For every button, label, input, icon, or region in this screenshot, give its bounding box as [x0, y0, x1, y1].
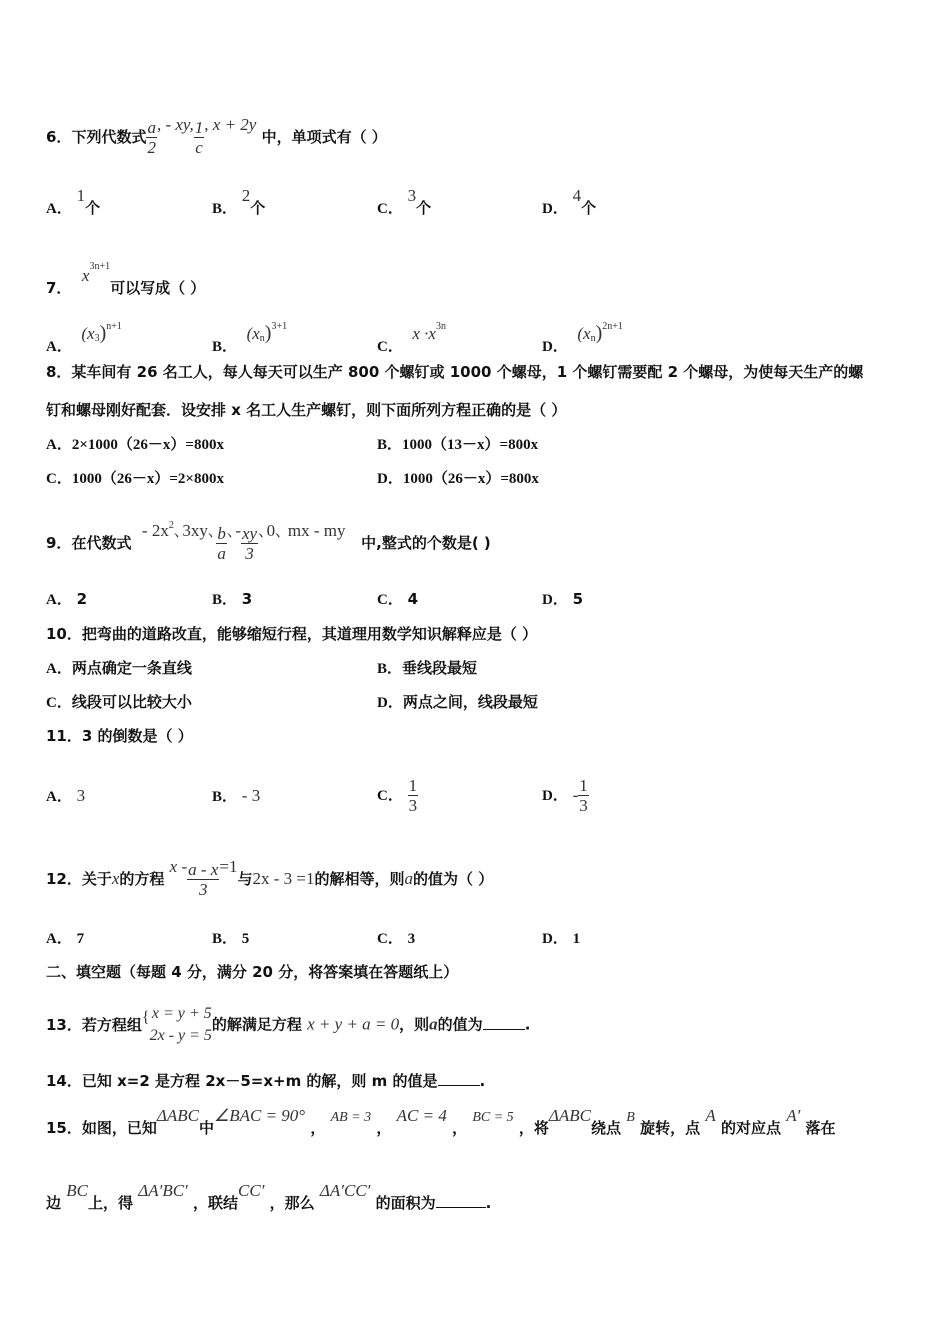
q10-option-c[interactable]	[46, 692, 192, 713]
sign: -	[572, 785, 579, 805]
option-letter: B．	[212, 201, 238, 217]
q9-option-d[interactable]	[542, 589, 583, 610]
period: .	[479, 1072, 486, 1090]
option-value: 4	[572, 186, 582, 205]
q11-option-a[interactable]	[46, 786, 85, 807]
question-8-line1: 8．某车间有 26 名工人，每人每天可以生产 800 个螺钉或 1000 个螺母，1 个螺钉需要配 2 个螺母，为使每天生产的螺	[46, 363, 864, 381]
numerator: xy	[242, 524, 258, 543]
option-letter: B．	[377, 661, 403, 677]
numerator: a	[147, 118, 156, 137]
q-text: 的方程	[119, 870, 165, 888]
q6-option-d[interactable]	[542, 186, 597, 219]
option-letter: B．	[212, 592, 238, 608]
q8-option-d[interactable]	[377, 468, 539, 489]
option-letter: A．	[46, 661, 72, 677]
option-expr: (x	[81, 324, 95, 343]
numerator: a - x	[188, 860, 219, 879]
comma: ，	[376, 1119, 392, 1137]
q-text: ，则	[399, 1015, 430, 1034]
exponent: n	[590, 333, 596, 344]
q12-option-c[interactable]	[377, 928, 415, 949]
math: B	[626, 1110, 635, 1125]
q11-option-b[interactable]	[212, 786, 260, 807]
question-12	[46, 857, 494, 899]
q10-option-b[interactable]	[377, 658, 477, 679]
option-letter: C．	[46, 471, 72, 487]
math: A	[705, 1106, 716, 1125]
math: 2x - 3 =1	[252, 869, 315, 888]
question-10: 10．把弯曲的道路改直，能够缩短行程，其道理用数学知识解释应是（ ）	[46, 625, 538, 643]
numerator: 1	[194, 118, 204, 137]
numerator: 1	[408, 776, 418, 795]
q8-option-c[interactable]	[46, 468, 224, 489]
option-value: 5	[241, 931, 250, 947]
option-value: 两点之间，线段最短	[402, 693, 538, 711]
question-15-line1	[46, 1106, 836, 1140]
option-letter: D．	[542, 339, 568, 355]
q10-option-d[interactable]	[377, 692, 538, 713]
q-text: 12．关于	[46, 870, 112, 888]
period: .	[524, 1015, 531, 1034]
q-text: ，那么	[269, 1194, 315, 1212]
option-letter: D．	[542, 201, 568, 217]
math: ΔA′BC′	[138, 1181, 188, 1200]
math: x	[81, 266, 90, 285]
q-number: 7．	[46, 279, 72, 297]
q6-option-a[interactable]	[46, 186, 101, 219]
q7-option-c[interactable]	[377, 317, 446, 357]
math: AC = 4	[396, 1106, 447, 1125]
option-letter: A．	[46, 201, 72, 217]
q6-option-b[interactable]	[212, 186, 266, 219]
math: BC = 5	[472, 1110, 514, 1125]
period: .	[485, 1194, 492, 1212]
question-13	[46, 1003, 530, 1047]
option-value: 2	[241, 186, 251, 205]
q-text: 的值为（ ）	[412, 870, 494, 888]
denominator: 3	[199, 880, 208, 899]
q11-option-d[interactable]	[542, 776, 589, 815]
q7-option-b[interactable]	[212, 317, 287, 357]
answer-blank[interactable]	[483, 1029, 525, 1030]
option-value: 3	[241, 590, 253, 608]
math: , - xy,	[156, 115, 194, 134]
option-letter: A．	[46, 437, 72, 453]
q-text: 绕点	[591, 1119, 622, 1137]
math: CC′	[238, 1181, 265, 1200]
option-expr: (x	[577, 324, 591, 343]
question-7	[46, 257, 205, 298]
fraction	[187, 860, 219, 899]
q-text: 在代数式	[71, 534, 132, 552]
option-letter: B．	[212, 789, 238, 805]
math: ∠BAC = 90°	[213, 1106, 306, 1125]
q-text: 中	[198, 1119, 214, 1137]
q-text: 15．如图，已知	[46, 1119, 157, 1137]
denominator: 3	[408, 796, 418, 815]
math: a	[429, 1014, 438, 1034]
q-text: 13．若方程组	[46, 1016, 142, 1034]
math: ΔA′CC′	[319, 1181, 371, 1200]
option-letter: B．	[377, 437, 403, 453]
numerator: b	[217, 524, 226, 543]
q9-option-b[interactable]	[212, 589, 252, 610]
math: =1	[219, 857, 238, 876]
q-text: 上，得	[87, 1194, 133, 1212]
q-text: 14．已知 x=2 是方程 2x－5=x+m 的解，则 m 的值是	[46, 1072, 438, 1090]
q7-option-a[interactable]	[46, 317, 122, 357]
exponent: 3n+1	[89, 261, 111, 272]
q10-option-a[interactable]	[46, 658, 192, 679]
q-text: 的面积为	[375, 1194, 436, 1212]
math: ､-	[226, 521, 241, 540]
option-value: 1	[76, 186, 86, 205]
option-unit: 个	[85, 199, 101, 217]
denominator: 3	[245, 544, 254, 563]
option-value: 5	[572, 590, 584, 608]
comma: ，	[452, 1119, 468, 1137]
denominator: a	[217, 544, 226, 563]
q-text: ，将	[518, 1119, 549, 1137]
comma: ，	[310, 1119, 326, 1137]
option-unit: 个	[416, 199, 432, 217]
q-text: 的解满足方程	[211, 1015, 302, 1034]
q-text: 旋转，点	[640, 1119, 701, 1137]
math: ､0､ mx - my	[258, 521, 346, 540]
answer-blank[interactable]	[438, 1085, 480, 1086]
numerator: 1	[579, 776, 588, 795]
question-11: 11．3 的倒数是（ ）	[46, 727, 193, 745]
q-text: 的值为	[437, 1015, 483, 1034]
q-text: 可以写成（ ）	[110, 279, 206, 297]
option-letter: A．	[46, 931, 72, 947]
exponent: 3n	[435, 321, 446, 332]
paren: )	[595, 322, 603, 344]
option-value: - 3	[241, 786, 261, 805]
option-letter: B．	[212, 339, 238, 355]
q-text: 中，单项式有（ ）	[261, 128, 387, 146]
equation: x = y + 5	[151, 1005, 212, 1022]
option-letter: A．	[46, 789, 72, 805]
exponent: 3	[94, 333, 100, 344]
question-14	[46, 1071, 485, 1091]
option-letter: D．	[542, 592, 568, 608]
option-expr: (x	[246, 324, 260, 343]
q-text: 中,整式的个数是( )	[361, 534, 491, 552]
fraction	[194, 118, 205, 157]
math: x	[111, 869, 120, 888]
math: ΔABC	[156, 1106, 199, 1125]
question-6	[46, 115, 387, 157]
option-letter: C．	[377, 339, 403, 355]
q12-option-d[interactable]	[542, 928, 580, 949]
q8-option-b[interactable]	[377, 434, 538, 455]
q11-option-c[interactable]	[377, 776, 418, 815]
paren: )	[99, 322, 107, 344]
math: - 2x	[141, 521, 169, 540]
math: AB = 3	[330, 1110, 372, 1125]
denominator: 3	[579, 796, 588, 815]
option-value: 1000（13－x）=800x	[402, 437, 539, 453]
fraction	[241, 524, 258, 563]
equation: 2x - y = 5	[149, 1027, 212, 1044]
option-letter: C．	[46, 695, 72, 711]
option-value: 4	[407, 590, 419, 608]
option-value: 线段可以比较大小	[71, 693, 192, 711]
math: x + y + a = 0	[307, 1014, 400, 1034]
option-value: 两点确定一条直线	[71, 659, 192, 677]
option-letter: D．	[542, 931, 568, 947]
q6-option-c[interactable]	[377, 186, 432, 219]
math: , x + 2y	[204, 115, 257, 134]
q-text: 下列代数式	[71, 128, 147, 146]
math: a	[404, 869, 413, 888]
math: ､3xy､	[173, 521, 217, 540]
option-value: 2×1000（26－x）=800x	[71, 437, 224, 453]
option-letter: D．	[377, 471, 403, 487]
fraction	[216, 524, 227, 563]
option-value: 1000（26－x）=800x	[402, 471, 539, 487]
option-value: 3	[76, 786, 86, 805]
q-number: 6．	[46, 128, 72, 146]
q-text: 边	[46, 1194, 62, 1212]
q8-option-a[interactable]	[46, 434, 224, 455]
option-letter: C．	[377, 788, 403, 804]
option-value: 3	[407, 931, 416, 947]
denominator: 2	[147, 138, 156, 157]
q7-option-d[interactable]	[542, 317, 623, 357]
q-text: 与	[237, 870, 253, 888]
option-letter: D．	[377, 695, 403, 711]
exponent: n+1	[106, 321, 122, 332]
option-letter: B．	[212, 931, 238, 947]
q-text: 的对应点	[720, 1119, 781, 1137]
exponent: 2n+1	[602, 321, 623, 332]
fraction	[578, 776, 589, 815]
question-8-line2: 钉和螺母刚好配套．设安排 x 名工人生产螺钉，则下面所列方程正确的是（ ）	[46, 401, 567, 419]
q9-option-c[interactable]	[377, 589, 418, 610]
option-letter: C．	[377, 931, 403, 947]
exponent: 3+1	[271, 321, 288, 332]
exponent: 2	[168, 520, 174, 531]
denominator: c	[195, 138, 203, 157]
q-text: 的解相等，则	[314, 870, 405, 888]
option-value: 垂线段最短	[402, 659, 478, 677]
option-value: 3	[407, 186, 417, 205]
question-15-line2	[46, 1181, 492, 1213]
option-value: 1000（26－x）=2×800x	[71, 471, 224, 487]
option-letter: C．	[377, 201, 403, 217]
option-unit: 个	[581, 199, 597, 217]
option-unit: 个	[250, 199, 266, 217]
q12-option-a[interactable]	[46, 928, 84, 949]
q9-option-a[interactable]	[46, 589, 87, 610]
math: A′	[786, 1106, 801, 1125]
option-value: 2	[76, 590, 88, 608]
option-value: 7	[76, 931, 85, 947]
math: ΔABC	[548, 1106, 592, 1125]
option-letter: A．	[46, 592, 72, 608]
exponent: n	[259, 333, 265, 344]
option-value: 1	[572, 931, 581, 947]
math: x -	[169, 857, 188, 876]
paren: )	[264, 322, 272, 344]
option-expr: x ·x	[412, 324, 436, 343]
question-9	[46, 516, 491, 563]
q-number: 9．	[46, 534, 72, 552]
option-letter: D．	[542, 788, 568, 804]
q-text: ，联结	[193, 1194, 239, 1212]
q12-option-b[interactable]	[212, 928, 249, 949]
fraction	[146, 118, 157, 157]
answer-blank[interactable]	[436, 1207, 486, 1208]
section-heading: 二、填空题（每题 4 分，满分 20 分，将答案填在答题纸上）	[46, 963, 459, 981]
math: BC	[66, 1181, 88, 1200]
equation-system: x = y + 5 {2x - y = 5	[141, 1005, 212, 1044]
fraction	[408, 776, 419, 815]
option-letter: C．	[377, 592, 403, 608]
option-letter: A．	[46, 339, 72, 355]
q-text: 落在	[805, 1119, 836, 1137]
